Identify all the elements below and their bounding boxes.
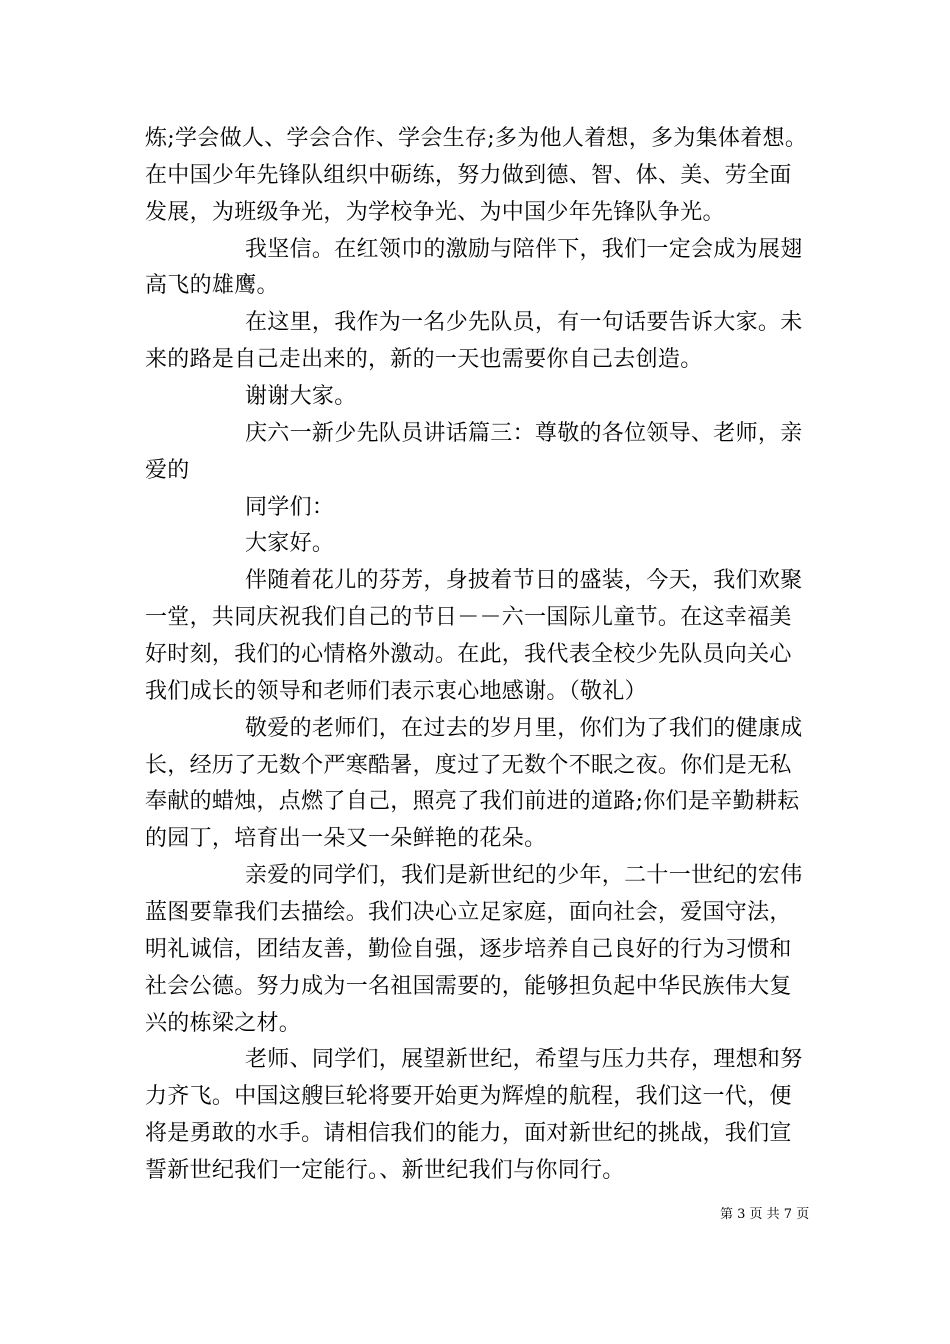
text-line: 的园丁，培育出一朵又一朵鲜艳的花朵。 xyxy=(145,826,547,851)
text-line: 我们成长的领导和老师们表示衷心地感谢。（敬礼） xyxy=(145,679,647,704)
page-number: 第 3 页 共 7 页 xyxy=(720,1207,810,1222)
text-line: 蓝图要靠我们去描绘。我们决心立足家庭，面向社会，爱国守法， xyxy=(145,900,792,925)
text-line: 庆六一新少先队员讲话篇三：尊敬的各位领导、老师，亲 xyxy=(245,421,803,446)
text-line: 炼;学会做人、学会合作、学会生存;多为他人着想，多为集体着想。 xyxy=(145,126,808,151)
text-line: 同学们： xyxy=(245,495,335,520)
text-line: 发展，为班级争光，为学校争光、为中国少年先锋队争光。 xyxy=(145,200,725,225)
text-line: 社会公德。努力成为一名祖国需要的，能够担负起中华民族伟大复 xyxy=(145,974,792,999)
text-line: 我坚信。在红领巾的激励与陪伴下，我们一定会成为展翅 xyxy=(245,237,803,262)
text-line: 将是勇敢的水手。请相信我们的能力，面对新世纪的挑战，我们宣 xyxy=(145,1121,792,1146)
text-line: 大家好。 xyxy=(245,531,335,556)
text-line: 谢谢大家。 xyxy=(245,384,357,409)
text-line: 高飞的雄鹰。 xyxy=(145,273,279,298)
text-line: 老师、同学们，展望新世纪，希望与压力共存，理想和努 xyxy=(245,1047,803,1072)
text-line: 力齐飞。中国这艘巨轮将要开始更为辉煌的航程，我们这一代，便 xyxy=(145,1084,792,1109)
text-line: 兴的栋梁之材。 xyxy=(145,1011,302,1036)
text-line: 在这里，我作为一名少先队员，有一句话要告诉大家。未 xyxy=(245,310,803,335)
text-line: 伴随着花儿的芬芳，身披着节日的盛装，今天，我们欢聚 xyxy=(245,568,803,593)
text-line: 誓新世纪我们一定能行。、新世纪我们与你同行。 xyxy=(145,1158,625,1183)
text-line: 亲爱的同学们，我们是新世纪的少年，二十一世纪的宏伟 xyxy=(245,863,803,888)
text-line: 在中国少年先锋队组织中砺练，努力做到德、智、体、美、劳全面 xyxy=(145,163,792,188)
text-line: 好时刻，我们的心情格外激动。在此，我代表全校少先队员向关心 xyxy=(145,642,792,667)
text-line: 长，经历了无数个严寒酷暑，度过了无数个不眠之夜。你们是无私 xyxy=(145,753,792,778)
text-line: 敬爱的老师们，在过去的岁月里，你们为了我们的健康成 xyxy=(245,716,803,741)
text-line: 奉献的蜡烛，点燃了自己，照亮了我们前进的道路;你们是辛勤耕耘 xyxy=(145,789,800,814)
text-line: 来的路是自己走出来的，新的一天也需要你自己去创造。 xyxy=(145,347,703,372)
text-line: 一堂，共同庆祝我们自己的节日－－六一国际儿童节。在这幸福美 xyxy=(145,605,792,630)
text-line: 明礼诚信，团结友善，勤俭自强，逐步培养自己良好的行为习惯和 xyxy=(145,937,792,962)
text-line: 爱的 xyxy=(145,458,190,483)
